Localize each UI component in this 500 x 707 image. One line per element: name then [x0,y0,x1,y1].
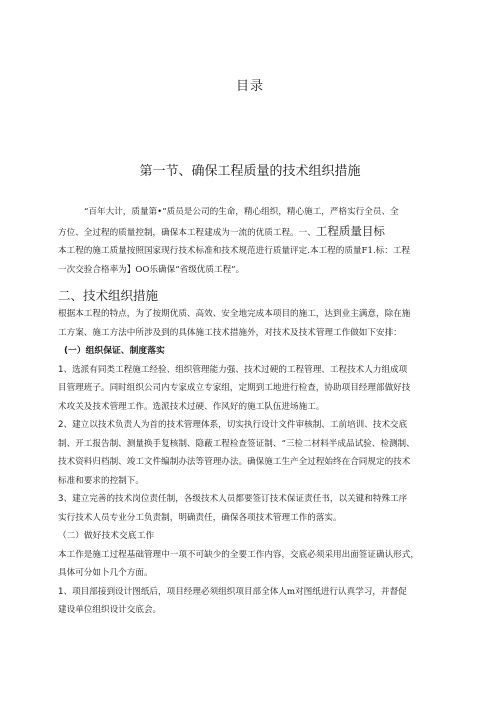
sub2-item1-line-1 [58,583,448,602]
item2-line-3: 技术资料归档制、竣工文件编制办法等管理办法。确保施工生产全过程始终在合同规定的技术 [58,457,411,467]
item3-num: 3、 [58,494,73,504]
item1-num: 1、 [58,364,73,375]
item1-line-1 [58,361,448,380]
s2-intro-line-1: 根据本工程的特点，为了按期优质、高效、安全地完成本项目的施工，达到业主满意，除在施 [58,309,411,319]
item2-line-4: 标准和要求的控制下。 [58,475,144,486]
sub2-heading [58,527,448,546]
intro-line-1: “百年大计，质量第•”质员是公司的生命，精心组织，精心施工，严格实行全员、全 [84,207,399,217]
item3-line-1 [58,490,448,509]
section1-title: 第一节、确保工程质量的技术组织措施 [139,164,361,179]
item2-line-2: 制、开工报告制、测量换手复核制、隐蔽工程检查签证制、“三检二材料半成品试验、检测制、 [58,438,415,449]
intro-line-2 [58,222,448,243]
sub1-heading: (一）组织保证、制度落实 [64,346,165,356]
sub2-heading-prefix: （二） [58,531,84,541]
item2-line-1 [58,416,448,435]
sub2-item1-text-1: 项目部接到设计图纸后，项目经理必须组织项目部全体人m对图纸进行认真学习，并督促 [72,586,407,597]
target-line-1: 本工程的施工质量按照国家现行技术标准和技术规范进行质量评定.本工程的质量F1.标：工程 [58,246,411,256]
sub2-intro-line-1: 本工作是施工过程基础管理中一项不可缺少的全要工作内容，交底必须采用出面签证确认形式， [58,549,419,560]
item3-text-1: 建立完善的技术岗位责任制，各级技术人员都要签订技术保证责任书，以关键和特殊工序 [72,494,408,504]
toc-title: 目录 [235,79,264,94]
quality-target-heading: 工程质量目标 [315,223,385,238]
item3-line-2: 实行技术人员专业分工负责制，明确责任，确保各项技术管理工作的落实。 [58,512,342,523]
section2-heading: 二、技术组织措施 [58,288,159,303]
sub2-item1-num: 1、 [58,586,73,597]
s2-intro-line-2: 工方案、施工方法中所涉及到的具体施工技术措施外，对技术及技术管理工作做如下安排： [58,327,402,338]
sub2-intro-line-2: 具体可分如卜几个方面。 [58,568,153,578]
item2-num: 2、 [58,420,73,430]
item1-text-1: 选派有同类工程施工经验、组织管理能力强、技术过硬的工程管理、工程技术人力组成项 [72,364,408,375]
item1-line-3: 术攻关及技术管理工作。选派技术过硬、作风好的施工队伍进场施工。 [58,401,325,412]
item2-text-1: 建立以技术负责人为首的技术管理体系，切实执行设计文件审核制、工前培训、技术交底 [72,420,408,430]
sub2-heading-text: 做好技术交底工作 [83,531,155,541]
target-line-2: 一次交验合格率为】OO乐确保“省级优质工程”。 [58,264,245,275]
intro-line-2-text: 方位、全过程的质量控制，确保本工程建成为一流的优质工程。一、 [58,227,316,238]
section2-body [58,305,448,620]
section1-body [58,203,448,279]
sub2-item1-line-2: 建设单位组织设计交底会。 [58,605,162,615]
item1-line-2: 目管理班子。同时组织公司内专家成立专家组，定期到工地进行检查，协助项目经理部做好技 [58,383,411,393]
